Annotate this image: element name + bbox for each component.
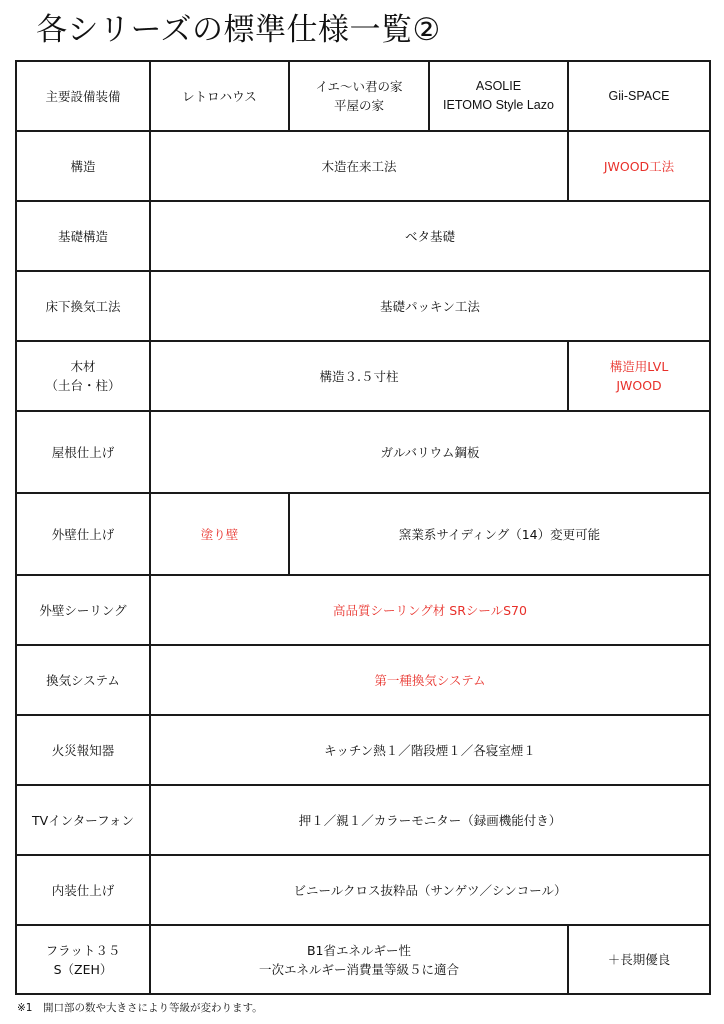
row-label-line: （土台・柱）	[45, 378, 121, 393]
header-label-cell: 主要設備装備	[16, 61, 150, 131]
table-row-sealing	[16, 575, 710, 645]
sealing-value-cell: 高品質シーリング材 SRシールS70	[150, 575, 710, 645]
row-label	[16, 925, 150, 994]
row-label: 外壁シーリング	[16, 575, 150, 645]
intercom-value-cell: 押１／親１／カラーモニター（録画機能付き）	[150, 785, 710, 855]
table-row-lumber	[16, 341, 710, 411]
structure-gii-cell: JWOOD工法	[568, 131, 710, 201]
spec-table	[15, 60, 711, 995]
exterior-others-cell: 窯業系サイディング（14）変更可能	[289, 493, 710, 575]
table-header-row	[16, 61, 710, 131]
table-row-ventilation	[16, 645, 710, 715]
row-label: TVインターフォン	[16, 785, 150, 855]
table-row-exterior	[16, 493, 710, 575]
fire-alarm-value-cell: キッチン熱１／階段煙１／各寝室煙１	[150, 715, 710, 785]
foundation-value-cell: ベタ基礎	[150, 201, 710, 271]
row-label-line: S（ZEH）	[53, 961, 113, 977]
series-name: 平屋の家	[333, 98, 384, 113]
row-label: 内装仕上げ	[16, 855, 150, 925]
header-series-asolie	[429, 61, 568, 131]
header-series-gii-space	[568, 61, 710, 131]
row-label: 屋根仕上げ	[16, 411, 150, 493]
table-row-intercom	[16, 785, 710, 855]
lumber-common-cell: 構造３.５寸柱	[150, 341, 568, 411]
table-row-fire-alarm	[16, 715, 710, 785]
roof-value-cell: ガルバリウム鋼板	[150, 411, 710, 493]
row-label: 外壁仕上げ	[16, 493, 150, 575]
header-series-ieei	[289, 61, 429, 131]
row-label: 換気システム	[16, 645, 150, 715]
underfloor-value-cell: 基礎パッキン工法	[150, 271, 710, 341]
table-row-structure	[16, 131, 710, 201]
table-row-flat35	[16, 925, 710, 994]
row-label	[16, 341, 150, 411]
page-title: 各シリーズの標準仕様一覧②	[36, 12, 441, 48]
row-label: 構造	[16, 131, 150, 201]
row-label-line: フラット３５	[45, 942, 121, 958]
row-label: 基礎構造	[16, 201, 150, 271]
table-row-roof	[16, 411, 710, 493]
flat35-common-line: B1省エネルギー性	[306, 942, 412, 958]
header-series-retro	[150, 61, 289, 131]
flat35-common-line: 一次エネルギー消費量等級５に適合	[258, 961, 459, 977]
footnote: ※1 開口部の数や大きさにより等級が変わります。	[17, 1002, 263, 1014]
table-row-foundation	[16, 201, 710, 271]
row-label-line: 木材	[70, 359, 96, 374]
table-row-underfloor	[16, 271, 710, 341]
exterior-retro-cell: 塗り壁	[150, 493, 289, 575]
flat35-common-cell	[150, 925, 568, 994]
series-name: IETOMO Style Lazo	[443, 98, 554, 112]
row-label: 火災報知器	[16, 715, 150, 785]
series-name: ASOLIE	[475, 79, 522, 93]
lumber-gii-cell	[568, 341, 710, 411]
series-name: Gii-SPACE	[608, 88, 670, 103]
structure-common-cell: 木造在来工法	[150, 131, 568, 201]
ventilation-value-cell: 第一種換気システム	[150, 645, 710, 715]
row-label: 床下換気工法	[16, 271, 150, 341]
flat35-gii-cell: ＋長期優良	[568, 925, 710, 994]
table-row-interior	[16, 855, 710, 925]
series-name: レトロハウス	[182, 88, 257, 104]
lumber-gii-line: JWOOD	[616, 378, 662, 393]
interior-value-cell: ビニールクロス抜粋品（サンゲツ／シンコール）	[150, 855, 710, 925]
lumber-gii-line: 構造用LVL	[609, 359, 669, 374]
series-name: イエ〜い君の家	[315, 79, 403, 94]
